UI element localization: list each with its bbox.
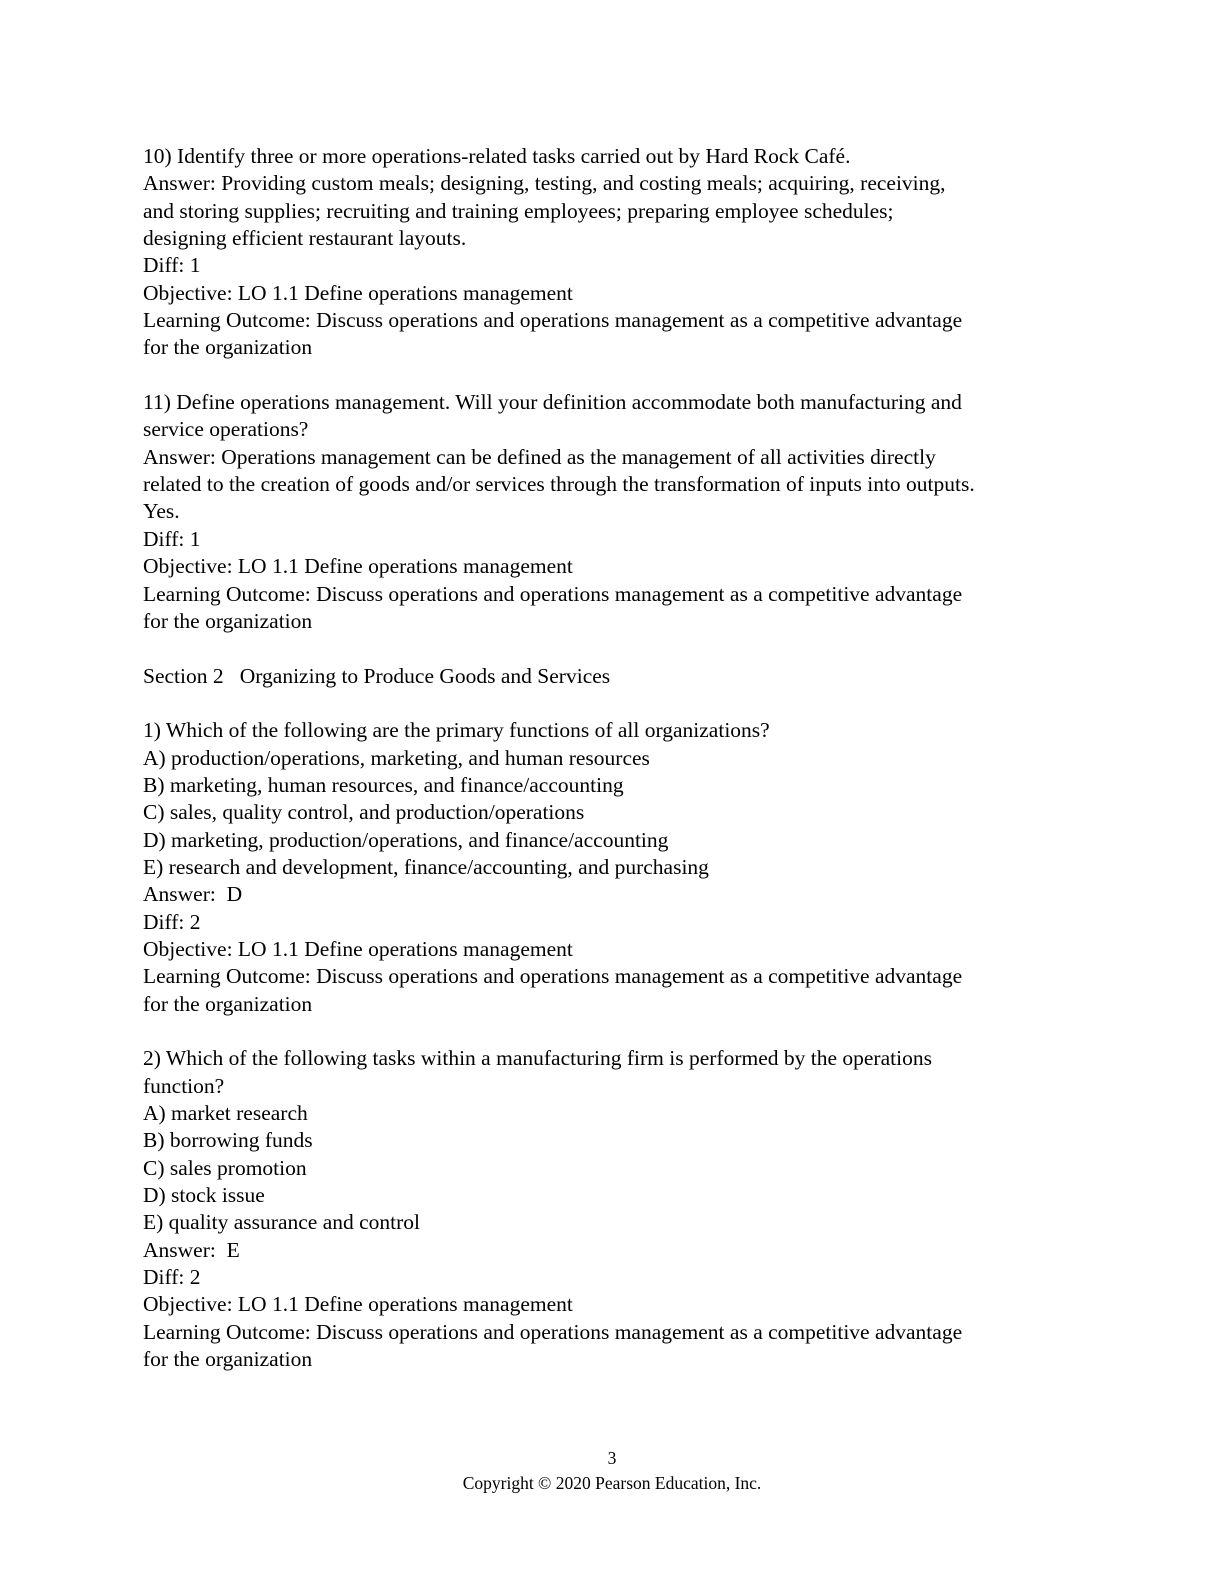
question-11-text-line-1: 11) Define operations management. Will your definition accommodate both manufacturing and [143, 390, 962, 415]
question-11-answer-line-2: related to the creation of goods and/or services through the transformation of inputs into outputs. [143, 472, 975, 497]
spacer [143, 635, 1083, 662]
question-11-outcome-line-1: Learning Outcome: Discuss operations and operations management as a competitive advantage [143, 581, 963, 606]
section-2-question-1-diff: Diff: 2 [143, 909, 201, 934]
section-2-question-2-option-c: C) sales promotion [143, 1155, 307, 1180]
section-2-question-2-diff: Diff: 2 [143, 1265, 201, 1290]
question-10-diff: Diff: 1 [143, 253, 201, 278]
section-2-question-1-option-b: B) marketing, human resources, and finance/accounting [143, 772, 624, 797]
spacer [143, 690, 1083, 717]
section-heading: Section 2 Organizing to Produce Goods and Services [143, 663, 611, 688]
section-2-question-2-block [143, 1045, 1083, 1373]
question-11-answer-line-3: Yes. [143, 499, 180, 524]
spacer [143, 1018, 1083, 1045]
question-11-outcome-line-2: for the organization [143, 608, 313, 633]
question-10-outcome-line-1: Learning Outcome: Discuss operations and operations management as a competitive advantage [143, 308, 963, 333]
page-content [143, 143, 1083, 1373]
question-11-block [143, 389, 1083, 635]
section-2-question-2-text-line-1: 2) Which of the following tasks within a manufacturing firm is performed by the operations [143, 1046, 932, 1071]
section-2-question-2-option-a: A) market research [143, 1101, 308, 1126]
section-2-question-1-outcome-line-2: for the organization [143, 991, 313, 1016]
section-2-question-2-outcome-line-2: for the organization [143, 1347, 313, 1372]
section-2-question-2-option-d: D) stock issue [143, 1183, 265, 1208]
section-2-question-2-option-b: B) borrowing funds [143, 1128, 313, 1153]
section-2-question-1-option-e: E) research and development, finance/accounting, and purchasing [143, 854, 709, 879]
section-2-question-1-option-a: A) production/operations, marketing, and human resources [143, 745, 650, 770]
page-number: 3 [607, 1448, 617, 1468]
section-2-question-1-block [143, 717, 1083, 1018]
section-2-question-1-objective: Objective: LO 1.1 Define operations management [143, 936, 573, 961]
section-2-question-2-objective: Objective: LO 1.1 Define operations management [143, 1292, 573, 1317]
question-10-text: 10) Identify three or more operations-related tasks carried out by Hard Rock Café. [143, 144, 851, 168]
section-2-question-2-outcome-line-1: Learning Outcome: Discuss operations and operations management as a competitive advantage [143, 1319, 963, 1344]
question-10-objective: Objective: LO 1.1 Define operations management [143, 280, 573, 305]
question-11-answer-line-1: Answer: Operations management can be defined as the management of all activities directly [143, 444, 936, 469]
section-2-question-2-option-e: E) quality assurance and control [143, 1210, 421, 1235]
section-2-question-1-text: 1) Which of the following are the primary functions of all organizations? [143, 718, 770, 743]
question-10-block [143, 143, 1083, 362]
copyright-notice: Copyright © 2020 Pearson Education, Inc. [462, 1473, 762, 1493]
section-2-question-2-answer: Answer: E [143, 1237, 240, 1262]
question-11-objective: Objective: LO 1.1 Define operations management [143, 554, 573, 579]
section-2-question-1-option-c: C) sales, quality control, and production/operations [143, 800, 585, 825]
question-10-outcome-line-2: for the organization [143, 335, 313, 360]
question-10-answer-line-1: Answer: Providing custom meals; designing, testing, and costing meals; acquiring, receiving, [143, 171, 946, 196]
spacer [143, 362, 1083, 389]
question-10-answer-line-3: designing efficient restaurant layouts. [143, 226, 467, 251]
section-2-question-2-text-line-2: function? [143, 1073, 225, 1098]
section-2-question-1-answer: Answer: D [143, 882, 243, 907]
question-11-text-line-2: service operations? [143, 417, 309, 442]
question-10-answer-line-2: and storing supplies; recruiting and training employees; preparing employee schedules; [143, 198, 894, 223]
section-2-question-1-outcome-line-1: Learning Outcome: Discuss operations and operations management as a competitive advantage [143, 964, 963, 989]
question-11-diff: Diff: 1 [143, 526, 201, 551]
section-2-question-1-option-d: D) marketing, production/operations, and finance/accounting [143, 827, 669, 852]
